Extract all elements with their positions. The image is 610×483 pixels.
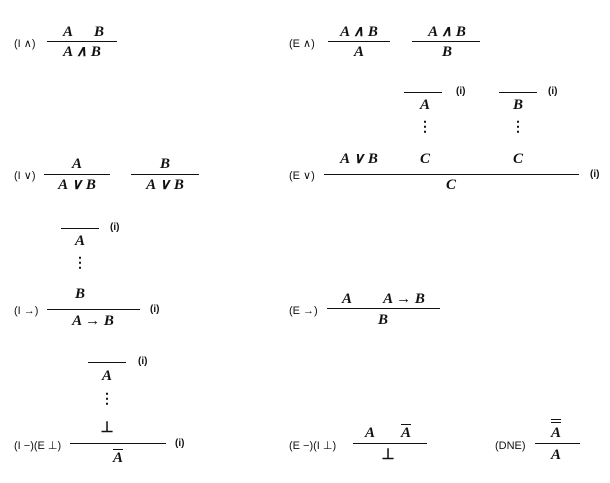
or-intro-right-inference-line: [131, 174, 199, 175]
and-elim-left-conclusion: A: [353, 44, 365, 60]
or-elim-subconclusion-1: C: [419, 151, 431, 167]
dne-premise: [551, 419, 561, 442]
dne-premise-text: A: [551, 422, 561, 442]
imp-intro-conclusion: A → B: [72, 313, 114, 329]
neg-intro-conclusion-text: $\overline{A}$: [112, 450, 124, 466]
neg-elim-premise-not-a: [401, 424, 411, 442]
or-elim-subconclusion-2: C: [512, 151, 524, 167]
and-elim-right-premise: A ∧ B: [428, 24, 466, 40]
neg-intro-inference-line: [70, 443, 166, 444]
neg-intro-assumption-bar: [88, 362, 126, 363]
or-elim-vertical-dots-2: ⋮: [511, 120, 525, 135]
neg-elim-premise-not-a-text: $\overline{A}$: [400, 425, 412, 441]
and-intro-premise-a: A: [62, 24, 74, 40]
or-elim-assumption-1: A: [419, 97, 431, 113]
and-elim-left-inference-line: [328, 41, 390, 42]
neg-elim-inference-line: [353, 443, 427, 444]
neg-intro-vertical-dots: ⋮: [100, 392, 114, 407]
or-intro-left-inference-line: [44, 174, 110, 175]
and-elim-right-inference-line: [412, 41, 480, 42]
neg-intro-subconclusion: ⊥: [100, 420, 114, 436]
neg-elim-conclusion: ⊥: [381, 447, 395, 463]
or-elim-assumption-1-bar: [404, 92, 442, 93]
and-intro-inference-line: [47, 41, 117, 42]
or-elim-inference-line: [324, 174, 579, 175]
or-elim-assumption-2: B: [512, 97, 524, 113]
imp-elim-label: (E →): [289, 305, 318, 317]
dne-conclusion: A: [550, 447, 562, 463]
and-elim-label: (E ∧): [289, 38, 315, 50]
or-elim-discharge-rule: (i): [590, 169, 600, 180]
or-elim-vertical-dots-1: ⋮: [418, 120, 432, 135]
neg-intro-assumption: A: [101, 368, 113, 384]
imp-elim-inference-line: [327, 308, 440, 309]
neg-elim-label: (E −)(I ⊥): [289, 440, 337, 452]
imp-intro-label: (I →): [14, 305, 39, 317]
imp-intro-discharge-rule: (i): [150, 304, 160, 315]
imp-elim-premise-a: A: [341, 291, 353, 307]
neg-intro-discharge-rule: (i): [175, 438, 185, 449]
and-intro-label: (I ∧): [14, 38, 36, 50]
imp-intro-subconclusion: B: [74, 286, 86, 302]
or-elim-major-premise: A ∨ B: [340, 151, 378, 167]
imp-elim-conclusion: B: [377, 312, 389, 328]
dne-inference-line: [535, 443, 580, 444]
or-elim-label: (E ∨): [289, 170, 315, 182]
or-elim-discharge-1: (i): [456, 86, 466, 97]
imp-intro-vertical-dots: ⋮: [73, 256, 87, 271]
dne-premise-outer-bar: [551, 419, 561, 442]
or-intro-right-premise: B: [159, 156, 171, 172]
and-elim-left-premise: A ∧ B: [340, 24, 378, 40]
or-intro-right-conclusion: A ∨ B: [146, 177, 184, 193]
or-intro-left-premise: A: [71, 156, 83, 172]
dne-label: (DNE): [495, 440, 526, 452]
imp-intro-discharge-assumption: (i): [110, 222, 120, 233]
or-intro-label: (I ∨): [14, 170, 36, 182]
neg-intro-label: (I −)(E ⊥): [14, 440, 62, 452]
and-elim-right-conclusion: B: [441, 44, 453, 60]
or-elim-conclusion: C: [445, 177, 457, 193]
and-intro-conclusion: A ∧ B: [63, 44, 101, 60]
imp-intro-inference-line: [47, 309, 140, 310]
imp-intro-assumption-bar: [61, 228, 99, 229]
neg-intro-conclusion: [113, 449, 123, 467]
and-intro-premise-b: B: [93, 24, 105, 40]
imp-elim-premise-implication: A → B: [383, 291, 425, 307]
imp-intro-assumption: A: [74, 233, 86, 249]
or-intro-left-conclusion: A ∨ B: [58, 177, 96, 193]
or-elim-discharge-2: (i): [548, 86, 558, 97]
or-elim-assumption-2-bar: [499, 92, 537, 93]
neg-elim-premise-a: A: [364, 425, 376, 441]
neg-intro-discharge-assumption: (i): [138, 356, 148, 367]
